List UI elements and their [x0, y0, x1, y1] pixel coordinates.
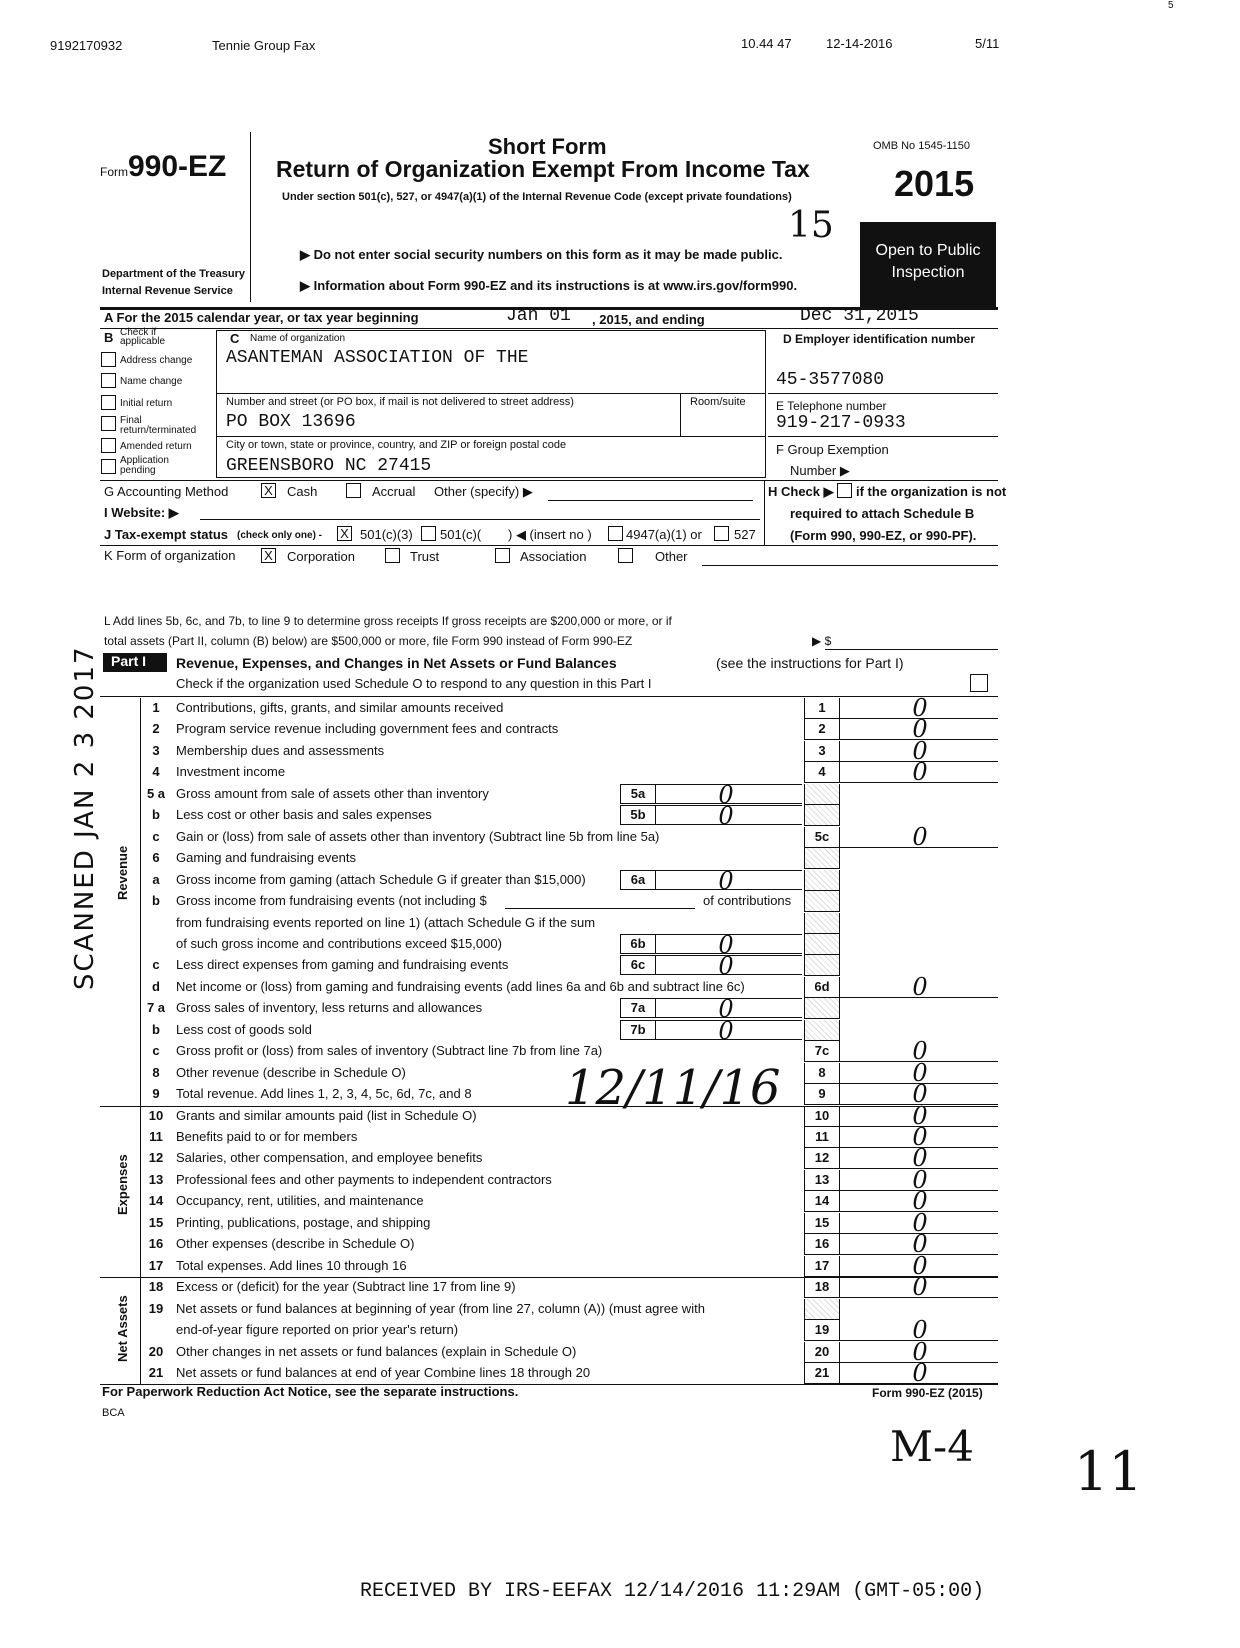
line-number: 8 — [152, 1064, 160, 1080]
handwritten-m4: M-4 — [890, 1422, 974, 1471]
form-reference: Form 990-EZ (2015) — [872, 1386, 983, 1400]
tax-year-begin: Jan 01 — [506, 306, 571, 326]
section-a-mid: , 2015, and ending — [592, 312, 705, 327]
line-number: 5 a — [146, 785, 166, 801]
trust-label: Trust — [410, 549, 440, 564]
line-box-number: 11 — [804, 1127, 839, 1148]
fundraising-amount-line[interactable] — [505, 908, 695, 909]
shaded-box — [804, 934, 839, 955]
line-description: Contributions, gifts, grants, and similar amounts received — [176, 700, 504, 715]
amount-field[interactable] — [839, 1358, 998, 1387]
checkbox-527[interactable] — [714, 526, 729, 541]
amount-value: 0 — [912, 1208, 928, 1237]
line-description: end-of-year figure reported on prior year's return) — [176, 1322, 459, 1338]
line-description: Less cost or other basis and sales expenses — [176, 807, 432, 823]
tax-exempt-label: J Tax-exempt status — [104, 527, 229, 542]
rule-net-assets — [100, 1277, 998, 1278]
website-line[interactable] — [200, 519, 760, 520]
line-description: Other expenses (describe in Schedule O) — [176, 1236, 415, 1252]
l-line1: L Add lines 5b, 6c, and 7b, to line 9 to determine gross receipts If gross receipts are $200,000 or more, or if — [104, 614, 672, 628]
amount-value: 0 — [912, 822, 928, 851]
sub-amount-field[interactable] — [656, 995, 802, 1024]
line-box-number: 9 — [804, 1084, 839, 1105]
sub-line-box: 7b — [620, 1020, 656, 1040]
line-description: Net income or (loss) from gaming and fundraising events (add lines 6a and 6b and subtract line 6c) — [176, 978, 745, 994]
accrual-label: Accrual — [372, 484, 416, 499]
line-number: 3 — [152, 742, 160, 758]
sub-amount-value: 0 — [718, 780, 734, 809]
amount-field[interactable] — [839, 1273, 998, 1302]
amount-value: 0 — [912, 694, 928, 722]
other-org-label: Other — [655, 549, 688, 564]
line-description: Program service revenue including government fees and contracts — [176, 721, 559, 737]
h-line3: (Form 990, 990-EZ, or 990-PF). — [790, 528, 977, 543]
shaded-box — [804, 998, 839, 1019]
shaded-box — [804, 805, 839, 826]
short-form: Short Form — [488, 134, 607, 159]
org-name-label: Name of organization — [250, 333, 346, 344]
label-application-pending: Application pending — [120, 455, 169, 476]
amount-field — [839, 998, 998, 1019]
side-label-expenses: Expenses — [115, 1154, 130, 1215]
fax-date: 12-14-2016 — [826, 36, 893, 51]
line-number: 14 — [148, 1193, 164, 1209]
line-number: 9 — [152, 1086, 160, 1102]
fax-number: 9192170932 — [50, 38, 123, 53]
amount-value: 0 — [912, 1037, 928, 1066]
form-subtitle: Under section 501(c), 527, or 4947(a)(1) of the Internal Revenue Code (except private foundations) — [282, 191, 792, 203]
line-box-number: 2 — [804, 719, 839, 740]
line-number: 18 — [148, 1279, 164, 1295]
amount-value: 0 — [912, 1101, 928, 1130]
amount-field — [839, 934, 998, 955]
rule-j — [100, 545, 998, 546]
line-box-number: 17 — [804, 1256, 839, 1277]
sub-amount-field[interactable] — [656, 1016, 802, 1045]
amount-value: 0 — [912, 1165, 928, 1194]
sub-line-box: 6c — [620, 955, 656, 975]
side-label-net-assets: Net Assets — [115, 1295, 130, 1362]
line-box-number: 6d — [804, 977, 839, 998]
street-label: Number and street (or PO box, if mail is not delivered to street address) — [226, 396, 574, 408]
line-box-number: 13 — [804, 1170, 839, 1191]
line-description: Other revenue (describe in Schedule O) — [176, 1064, 406, 1080]
line-description: Excess or (deficit) for the year (Subtract line 17 from line 9) — [176, 1279, 516, 1295]
open-public-2: Inspection — [891, 264, 965, 281]
sub-line-box: 6b — [620, 934, 656, 954]
tax-year: 2015 — [894, 163, 975, 204]
line-number: 2 — [152, 721, 160, 737]
line-number: 1 — [152, 700, 160, 715]
sub-amount-field[interactable] — [656, 952, 802, 981]
shaded-box — [804, 848, 839, 869]
sub-amount-value: 0 — [718, 930, 734, 959]
side-label-revenue: Revenue — [115, 845, 130, 900]
paperwork-notice: For Paperwork Reduction Act Notice, see the separate instructions. — [102, 1384, 519, 1399]
fax-page: 5/11 — [975, 36, 1000, 51]
irs-label: Internal Revenue Service — [102, 285, 233, 297]
amount-value: 0 — [912, 1230, 928, 1259]
line-description: Gross amount from sale of assets other than inventory — [176, 785, 489, 801]
line-number: d — [152, 978, 160, 994]
line-description: Gross income from gaming (attach Schedule G if greater than $15,000) — [176, 871, 586, 887]
amount-value: 0 — [912, 1273, 928, 1302]
fax-time: 10.44 47 — [741, 36, 792, 51]
line-description: Membership dues and assessments — [176, 742, 385, 758]
line-description: Investment income — [176, 764, 286, 780]
ein-label: D Employer identification number — [783, 332, 976, 346]
line-number: b — [152, 1021, 160, 1037]
amount-value: 0 — [912, 1123, 928, 1151]
line-description: of such gross income and contributions exceed $15,000) — [176, 935, 502, 951]
label-amended-return: Amended return — [120, 441, 192, 452]
sub-amount-field[interactable] — [656, 780, 802, 809]
dept-treasury: Department of the Treasury — [102, 268, 246, 280]
shaded-box — [804, 870, 839, 891]
part1-rule — [100, 696, 998, 697]
line-number: 20 — [148, 1343, 164, 1359]
line-number: 10 — [148, 1107, 164, 1123]
shaded-box — [804, 891, 839, 912]
line-number: b — [152, 893, 160, 909]
sub-amount-field[interactable] — [656, 930, 802, 959]
checkbox-4947[interactable] — [608, 526, 623, 541]
sub-line-box: 5a — [620, 784, 656, 804]
line-description: Net assets or fund balances at beginning of year (from line 27, column (A)) (must agree with — [176, 1300, 705, 1316]
website-label: I Website: ▶ — [104, 505, 179, 520]
l-arrow: ▶ $ — [812, 634, 832, 648]
association-label: Association — [520, 549, 587, 564]
h-line1b: if the organization is not — [856, 484, 1007, 499]
line-box-number: 8 — [804, 1063, 839, 1084]
label-initial-return: Initial return — [120, 398, 173, 409]
line-number: 6 — [152, 850, 160, 866]
shaded-box — [804, 913, 839, 934]
insert-no: ) ◀ (insert no ) — [508, 527, 592, 542]
sub-amount-value: 0 — [718, 802, 734, 831]
amount-value: 0 — [912, 1316, 928, 1345]
amount-value: 0 — [912, 758, 928, 787]
corner-mark: 5 — [1168, 0, 1174, 11]
sub-amount-field[interactable] — [656, 866, 802, 895]
bca-label: BCA — [102, 1407, 125, 1419]
line-box-number: 19 — [804, 1320, 839, 1341]
line-description: Gross profit or (loss) from sales of inventory (Subtract line 7b from line 7a) — [176, 1043, 603, 1059]
handwritten-eleven: 11 — [1074, 1440, 1143, 1503]
line-box-number: 4 — [804, 762, 839, 783]
line-number: 4 — [152, 764, 160, 780]
sub-amount-value: 0 — [718, 1016, 734, 1045]
sub-amount-field[interactable] — [656, 802, 802, 831]
amount-field[interactable] — [839, 758, 998, 787]
room-label: Room/suite — [690, 396, 746, 408]
sub-amount-value: 0 — [718, 952, 734, 981]
line-description: Gross sales of inventory, less returns and allowances — [176, 1000, 483, 1016]
line-box-number: 1 — [804, 698, 839, 719]
amount-value: 0 — [912, 1337, 928, 1366]
amount-field — [839, 848, 998, 869]
amount-value: 0 — [912, 1187, 928, 1216]
h-check-label: H Check ▶ — [768, 484, 834, 499]
line-description: Benefits paid to or for members — [176, 1129, 358, 1144]
checkbox-trust[interactable] — [385, 548, 400, 563]
scanned-stamp: SCANNED JAN 2 3 2017 — [70, 645, 100, 990]
org-rule-2 — [216, 436, 766, 437]
line-description: Other changes in net assets or fund balances (explain in Schedule O) — [176, 1343, 577, 1359]
amount-field — [839, 913, 998, 934]
accounting-method-label: G Accounting Method — [104, 484, 229, 499]
checkbox-other-org[interactable] — [618, 548, 633, 563]
amount-field[interactable] — [839, 972, 998, 1001]
line-number: 16 — [148, 1236, 164, 1252]
notice-ssn: ▶ Do not enter social security numbers on this form as it may be made public. — [300, 247, 783, 262]
line-description: Total revenue. Add lines 1, 2, 3, 4, 5c, 6d, 7c, and 8 — [176, 1086, 472, 1102]
line-description: Less cost of goods sold — [176, 1021, 312, 1037]
corporation-label: Corporation — [287, 549, 355, 564]
open-public-box — [860, 222, 996, 308]
checkbox-schedule-o[interactable] — [970, 674, 988, 692]
line-number: 11 — [149, 1129, 163, 1144]
check-if-applicable: Check if applicable — [120, 327, 166, 347]
opt-501c3: 501(c)(3) — [360, 527, 413, 542]
section-b-label: B — [104, 330, 114, 345]
c-label: C — [230, 331, 240, 346]
rule-expenses — [100, 1106, 998, 1107]
h-divider — [764, 480, 765, 546]
line-description: Grants and similar amounts paid (list in Schedule O) — [176, 1107, 477, 1123]
amount-value: 0 — [912, 1251, 928, 1280]
amount-value: 0 — [912, 1058, 928, 1087]
label-address-change: Address change — [120, 355, 193, 366]
line-number: 13 — [148, 1171, 164, 1187]
checkbox-initial-return[interactable] — [101, 395, 116, 410]
line-description: Occupancy, rent, utilities, and maintenance — [176, 1193, 424, 1209]
org-rule-1 — [216, 393, 766, 394]
shaded-box — [804, 1020, 839, 1041]
amount-field — [839, 784, 998, 805]
line-description: Printing, publications, postage, and shipping — [176, 1214, 431, 1230]
sub-amount-value: 0 — [718, 995, 734, 1024]
line-box-number: 10 — [804, 1106, 839, 1127]
line-description: Salaries, other compensation, and employee benefits — [176, 1150, 483, 1166]
line-number: a — [152, 871, 160, 887]
amount-field[interactable] — [839, 822, 998, 851]
label-final-return: Final return/terminated — [120, 415, 197, 436]
other-method-line[interactable] — [548, 500, 753, 501]
line-description: Net assets or fund balances at end of year Combine lines 18 through 20 — [176, 1364, 591, 1380]
part1-title: Revenue, Expenses, and Changes in Net Assets or Fund Balances — [176, 655, 617, 671]
amount-value: 0 — [912, 715, 928, 744]
line-box-number: 21 — [804, 1363, 839, 1384]
line-description: from fundraising events reported on line 1) (attach Schedule G if the sum — [176, 914, 596, 930]
line-box-number: 12 — [804, 1148, 839, 1169]
h-line2: required to attach Schedule B — [790, 506, 975, 521]
amount-value: 0 — [912, 736, 928, 765]
line-box-number: 5c — [804, 827, 839, 848]
handwritten-15: 15 — [788, 205, 834, 246]
org-name[interactable]: ASANTEMAN ASSOCIATION OF THE — [226, 348, 529, 368]
city-label: City or town, state or province, country, and ZIP or foreign postal code — [226, 439, 567, 451]
shaded-box — [804, 1299, 839, 1320]
amount-field — [839, 870, 998, 891]
shaded-box — [804, 955, 839, 976]
line-description: Gain or (loss) from sale of assets other than inventory (Subtract line 5b from line 5a) — [176, 828, 660, 844]
form-prefix: Form — [100, 165, 128, 179]
checkbox-corporation[interactable]: X — [261, 548, 276, 563]
line-number: 15 — [148, 1214, 164, 1230]
rule-d — [768, 393, 998, 394]
line-description: Less direct expenses from gaming and fundraising events — [176, 957, 509, 973]
part1-title-note: (see the instructions for Part I) — [716, 655, 904, 671]
checkbox-501c3[interactable]: X — [337, 526, 352, 541]
line-description: Gross income from fundraising events (not including $ — [176, 893, 487, 909]
ein-value[interactable]: 45-3577080 — [776, 370, 885, 390]
received-stamp: RECEIVED BY IRS-EEFAX 12/14/2016 11:29AM (GMT-05:00) — [360, 1580, 985, 1603]
sub-line-box: 7a — [620, 998, 656, 1018]
amount-value: 0 — [912, 972, 928, 1001]
rule-b — [100, 480, 998, 481]
line-box-number: 18 — [804, 1277, 839, 1298]
line-number: b — [152, 807, 160, 823]
line-number: 12 — [148, 1150, 164, 1166]
checkbox-schedule-b[interactable] — [837, 483, 852, 498]
omb-number: OMB No 1545-1150 — [873, 140, 971, 152]
opt-501c: 501(c)( — [440, 527, 482, 542]
sub-line-box: 6a — [620, 870, 656, 890]
form-title: Return of Organization Exempt From Income Tax — [276, 156, 810, 182]
l-line2: total assets (Part II, column (B) below) are $500,000 or more, file Form 990 instead of Form 990-EZ — [104, 634, 633, 648]
line-box-number: 16 — [804, 1234, 839, 1255]
checkbox-association[interactable] — [495, 548, 510, 563]
checkbox-cash[interactable]: X — [261, 483, 276, 498]
label-name-change: Name change — [120, 376, 183, 387]
phone-value[interactable]: 919-217-0933 — [776, 413, 906, 433]
part1-badge — [103, 653, 167, 672]
amount-value: 0 — [912, 1144, 928, 1173]
line-box-number: 14 — [804, 1191, 839, 1212]
rule-e — [768, 436, 998, 437]
checkbox-final-return[interactable] — [101, 416, 116, 431]
form-org-label: K Form of organization — [104, 548, 236, 563]
amount-field — [839, 891, 998, 912]
org-city[interactable]: GREENSBORO NC 27415 — [226, 456, 432, 476]
shaded-box — [804, 784, 839, 805]
rule-a — [100, 328, 998, 329]
amount-value: 0 — [912, 1080, 928, 1109]
line-box-number: 20 — [804, 1342, 839, 1363]
line-box-number: 15 — [804, 1213, 839, 1234]
divider — [250, 132, 251, 302]
fax-sender: Tennie Group Fax — [212, 38, 316, 53]
phone-label: E Telephone number — [776, 399, 887, 413]
form-id — [100, 150, 226, 184]
line-box-number: 7c — [804, 1041, 839, 1062]
line-number: c — [152, 828, 160, 844]
form-name: 990-EZ — [128, 150, 227, 183]
checkbox-name-change[interactable] — [101, 373, 116, 388]
checkbox-accrual[interactable] — [346, 483, 361, 498]
line-number: c — [152, 1043, 160, 1059]
line-number: c — [152, 957, 160, 973]
tax-year-end: Dec 31,2015 — [800, 306, 919, 326]
checkbox-amended-return[interactable] — [101, 438, 116, 453]
group-exemption-number: Number ▶ — [790, 463, 850, 478]
part1-badge-text: Part I — [111, 653, 147, 669]
side-label-divider — [140, 698, 141, 1384]
line-description-suffix: of contributions — [703, 893, 792, 909]
gross-receipts-line[interactable] — [825, 649, 998, 650]
amount-value: 0 — [912, 1358, 928, 1387]
part1-check: Check if the organization used Schedule O to respond to any question in this Part I — [176, 676, 652, 691]
checkbox-application-pending[interactable] — [101, 459, 116, 474]
open-public-1: Open to Public — [875, 242, 981, 259]
other-method-label: Other (specify) ▶ — [434, 484, 533, 499]
other-org-line[interactable] — [702, 565, 998, 566]
line-description: Professional fees and other payments to independent contractors — [176, 1171, 552, 1187]
line-number: 21 — [148, 1364, 164, 1380]
line-number: 17 — [148, 1257, 164, 1273]
line-description: Gaming and fundraising events — [176, 850, 356, 866]
sub-amount-value: 0 — [718, 866, 734, 895]
opt-527: 527 — [734, 527, 756, 542]
line-number: 7 a — [146, 1000, 166, 1016]
check-only-one: (check only one) - — [237, 530, 323, 541]
sub-line-box: 5b — [620, 805, 656, 825]
section-a-label: A For the 2015 calendar year, or tax year beginning — [104, 310, 419, 325]
group-exemption-label: F Group Exemption — [776, 442, 889, 457]
line-description: Total expenses. Add lines 10 through 16 — [176, 1257, 407, 1273]
cash-label: Cash — [287, 484, 318, 499]
line-box-number: 3 — [804, 741, 839, 762]
checkbox-501c[interactable] — [421, 526, 436, 541]
room-divider — [680, 393, 681, 437]
checkbox-address-change[interactable] — [101, 352, 116, 367]
handwritten-date: 12/11/16 — [565, 1060, 781, 1116]
opt-4947: 4947(a)(1) or — [626, 527, 702, 542]
org-street[interactable]: PO BOX 13696 — [226, 412, 356, 432]
line-number: 19 — [148, 1300, 164, 1316]
notice-info: ▶ Information about Form 990-EZ and its instructions is at www.irs.gov/form990. — [300, 278, 798, 293]
